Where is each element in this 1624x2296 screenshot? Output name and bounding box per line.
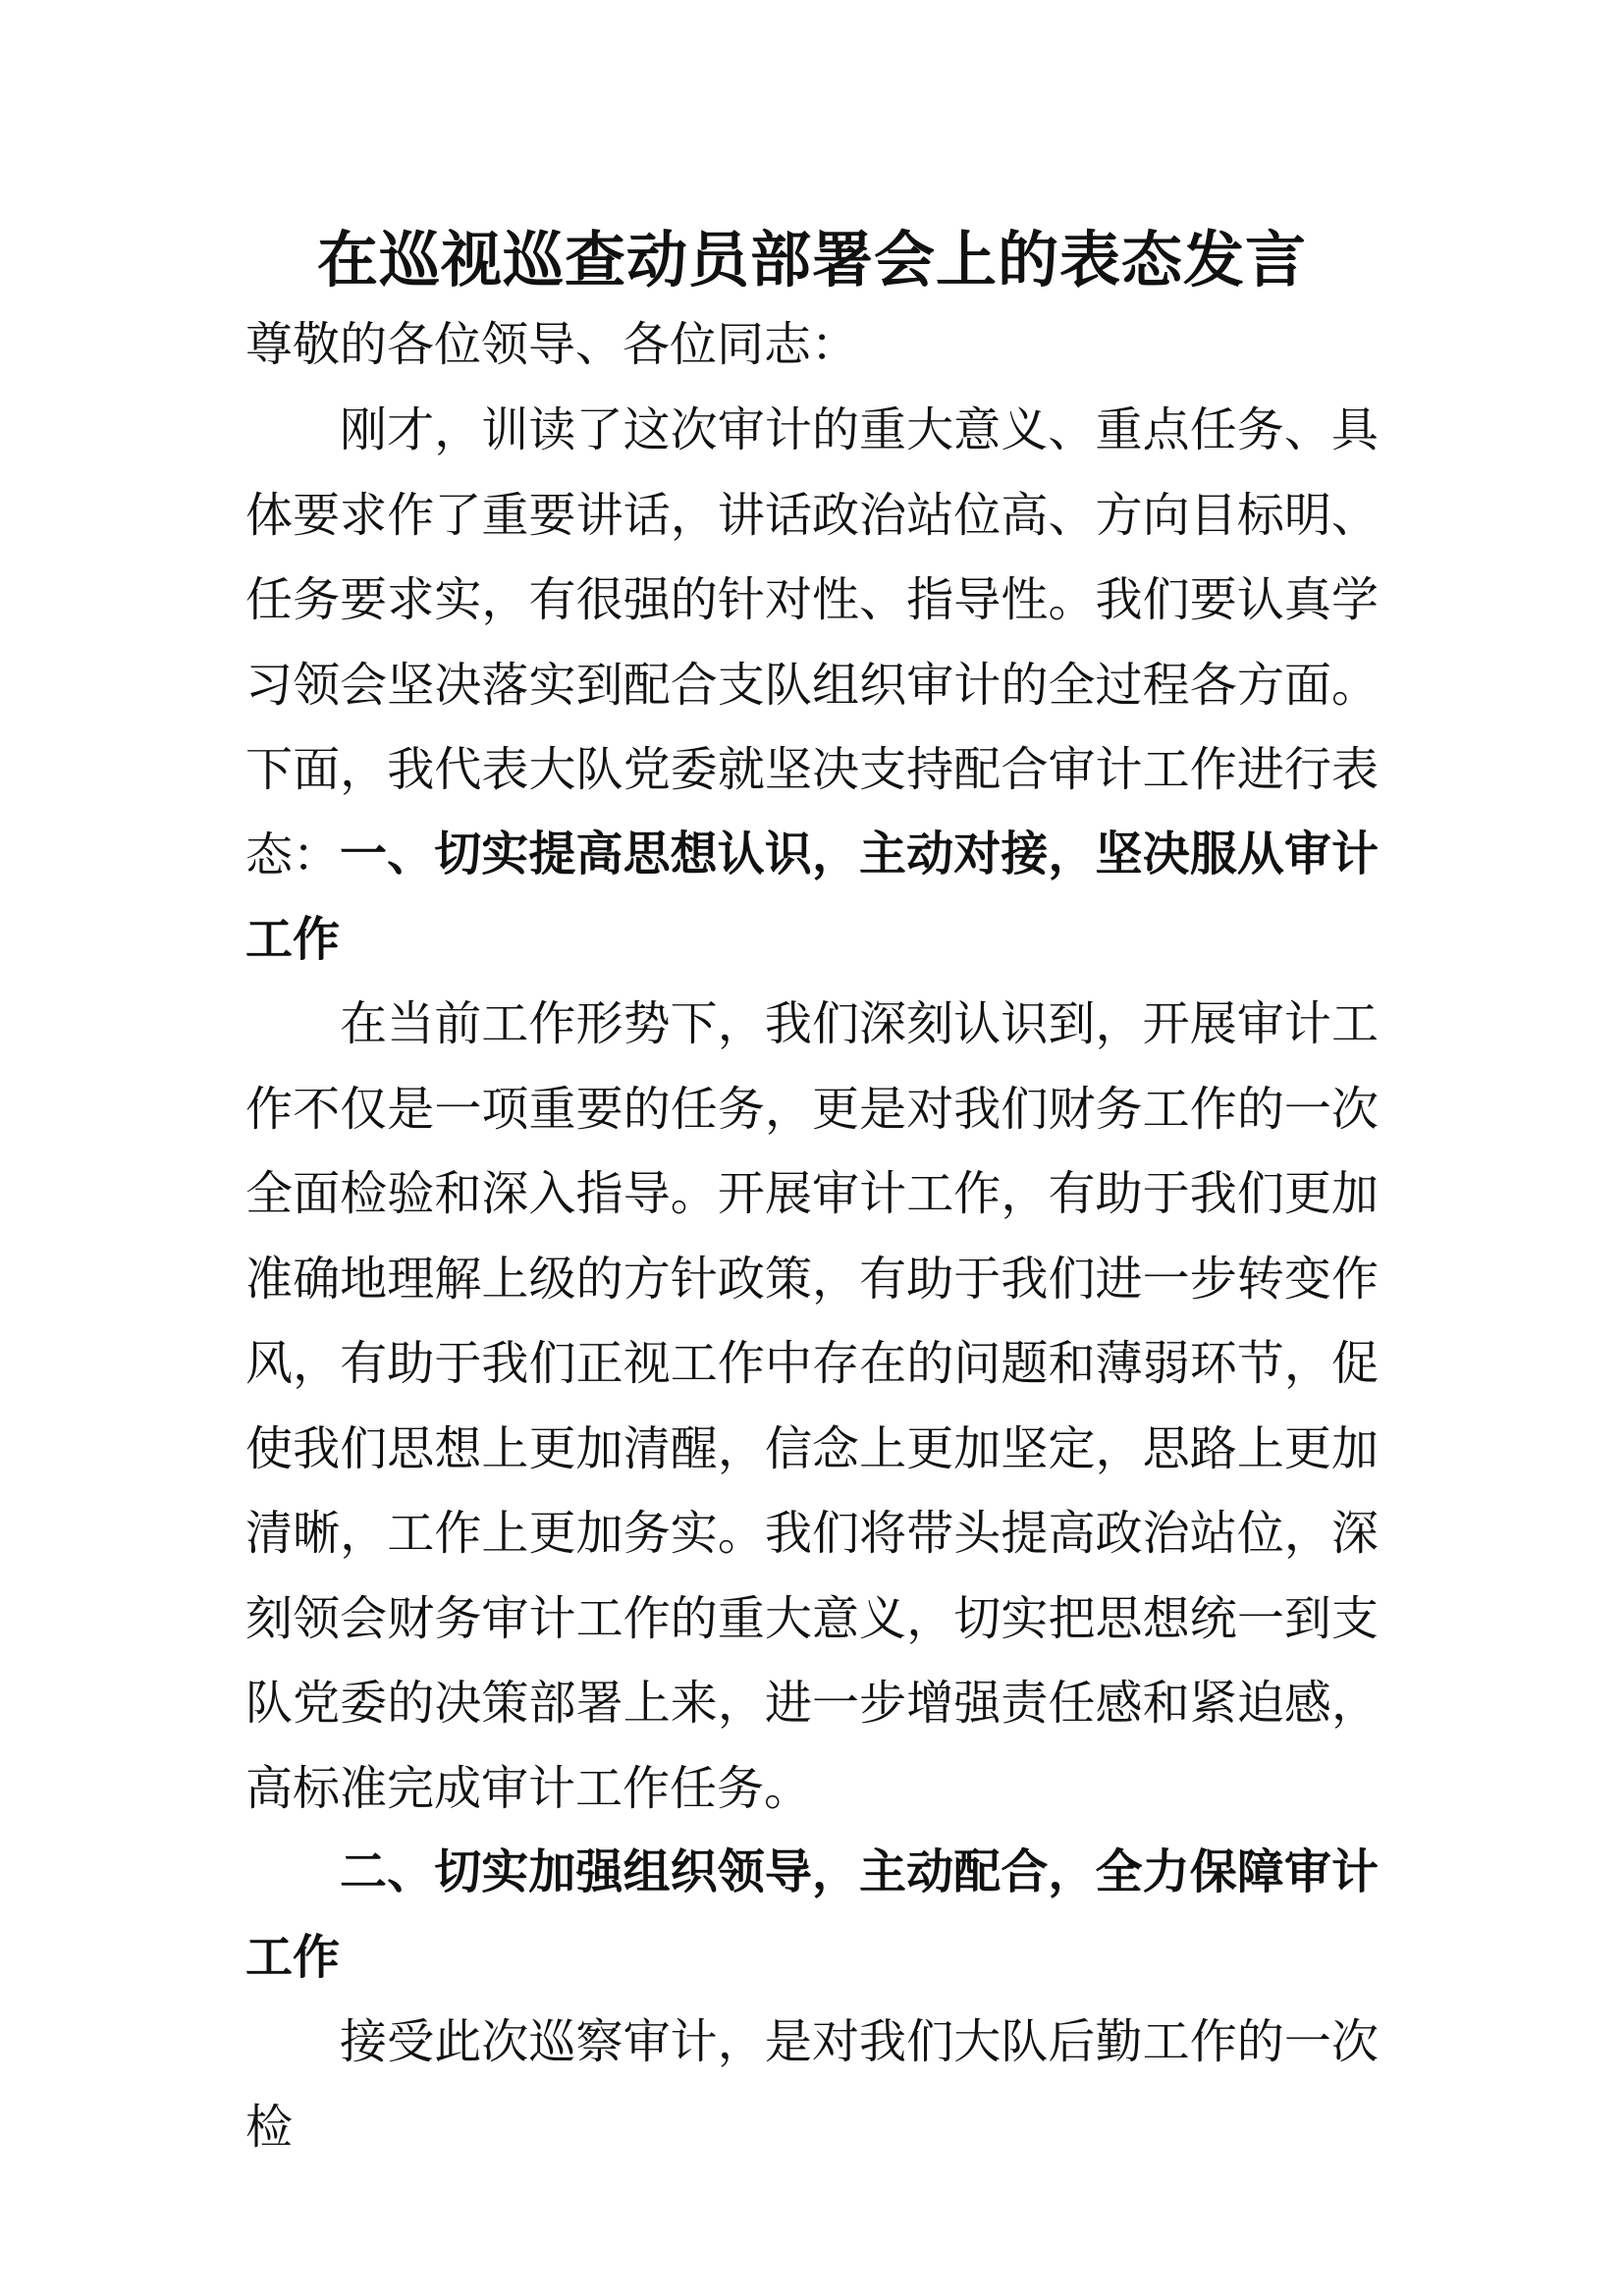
document-title: 在巡视巡查动员部署会上的表态发言 [316, 224, 1307, 295]
paragraph-2: 在当前工作形势下，我们深刻认识到，开展审计工作不仅是一项重要的任务，更是对我们财务工作的一次全面检验和深入指导。开展审计工作，有助于我们更加准确地理解上级的方针政策，有助于我们进一步转变作风，有助于我们正视工作中存在的问题和薄弱环节，促使我们思想上更加清醒，信念上更加坚定，思路上更加清晰，工作上更加务实。我们将带头提高政治站位，深刻领会财务审计工作的重大意义，切实把思想统一到支队党委的决策部署上来，进一步增强责任感和紧迫感，高标准完成审计工作任务。 [245, 996, 1379, 1816]
section-heading-2: 二、切实加强组织领导，主动配合，全力保障审计工作 [245, 1844, 1379, 1985]
paragraph-1: 刚才，训读了这次审计的重大意义、重点任务、具体要求作了重要讲话，讲话政治站位高、方向目标明、任务要求实，有很强的针对性、指导性。我们要认真学习领会坚决落实到配合支队组织审计的全过程各方面。下面，我代表大队党委就坚决支持配合审计工作进行表态： [245, 402, 1379, 882]
section-heading-1: 一、切实提高思想认识，主动对接，坚决服从审计工作 [245, 827, 1379, 967]
greeting: 尊敬的各位领导、各位同志： [245, 317, 859, 372]
paragraph-3: 接受此次巡察审计，是对我们大队后勤工作的一次检 [245, 2014, 1379, 2155]
